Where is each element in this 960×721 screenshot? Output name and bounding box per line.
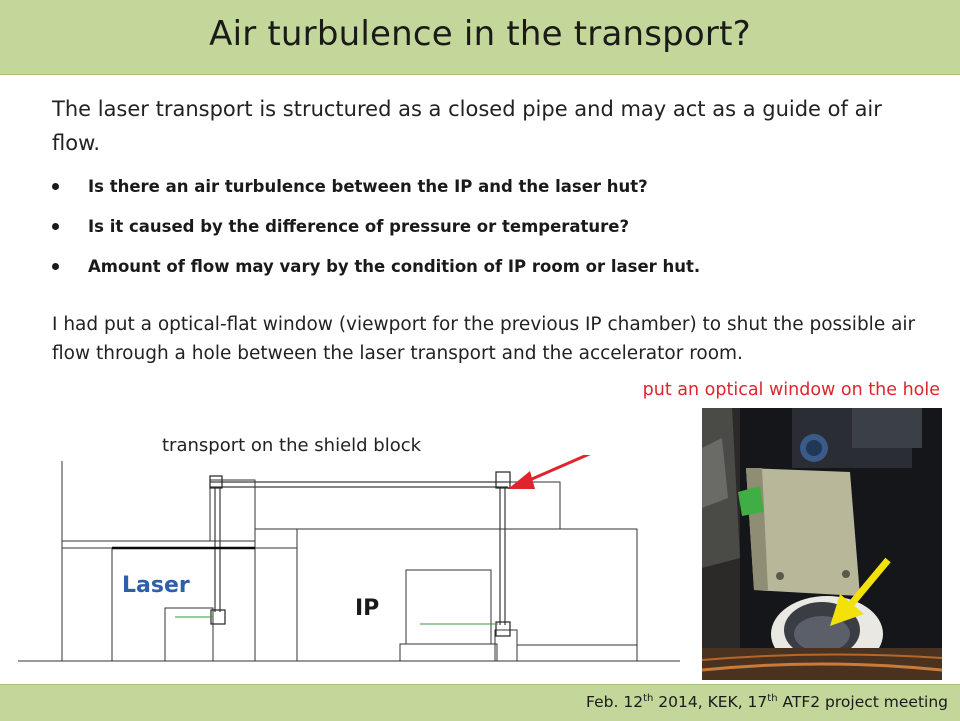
bullet-list <box>52 172 912 292</box>
title-bar <box>0 0 960 75</box>
description-paragraph: I had put a optical-flat window (viewport for the previous IP chamber) to shut the possible air flow through a hole between the laser transport and the accelerator room. <box>52 314 916 364</box>
callout-label: put an optical window on the hole <box>642 380 940 400</box>
bullet-text: Amount of flow may vary by the condition of IP room or laser hut. <box>88 257 701 276</box>
slide-title: Air turbulence in the transport? <box>209 14 751 54</box>
footer-meeting-info: Feb. 12th 2014, KEK, 17th ATF2 project meeting <box>586 693 948 712</box>
footer-bar <box>0 684 960 721</box>
red-arrow <box>508 455 672 489</box>
bullet-item <box>52 252 912 292</box>
intro-text: The laser transport is structured as a closed pipe and may act as a guide of air flow. <box>52 97 882 155</box>
bullet-text: Is there an air turbulence between the IP and the laser hut? <box>88 177 648 196</box>
bullet-item <box>52 212 912 252</box>
window-photo <box>702 408 942 680</box>
bullet-text: Is it caused by the difference of pressure or temperature? <box>88 217 630 236</box>
bullet-item <box>52 172 912 212</box>
bullet-dot-icon <box>52 223 59 230</box>
bullet-dot-icon <box>52 183 59 190</box>
transport-label: transport on the shield block <box>162 435 422 456</box>
ip-label: IP <box>355 596 380 621</box>
layout-diagram <box>0 455 690 670</box>
laser-label: Laser <box>122 573 190 598</box>
bullet-dot-icon <box>52 263 59 270</box>
